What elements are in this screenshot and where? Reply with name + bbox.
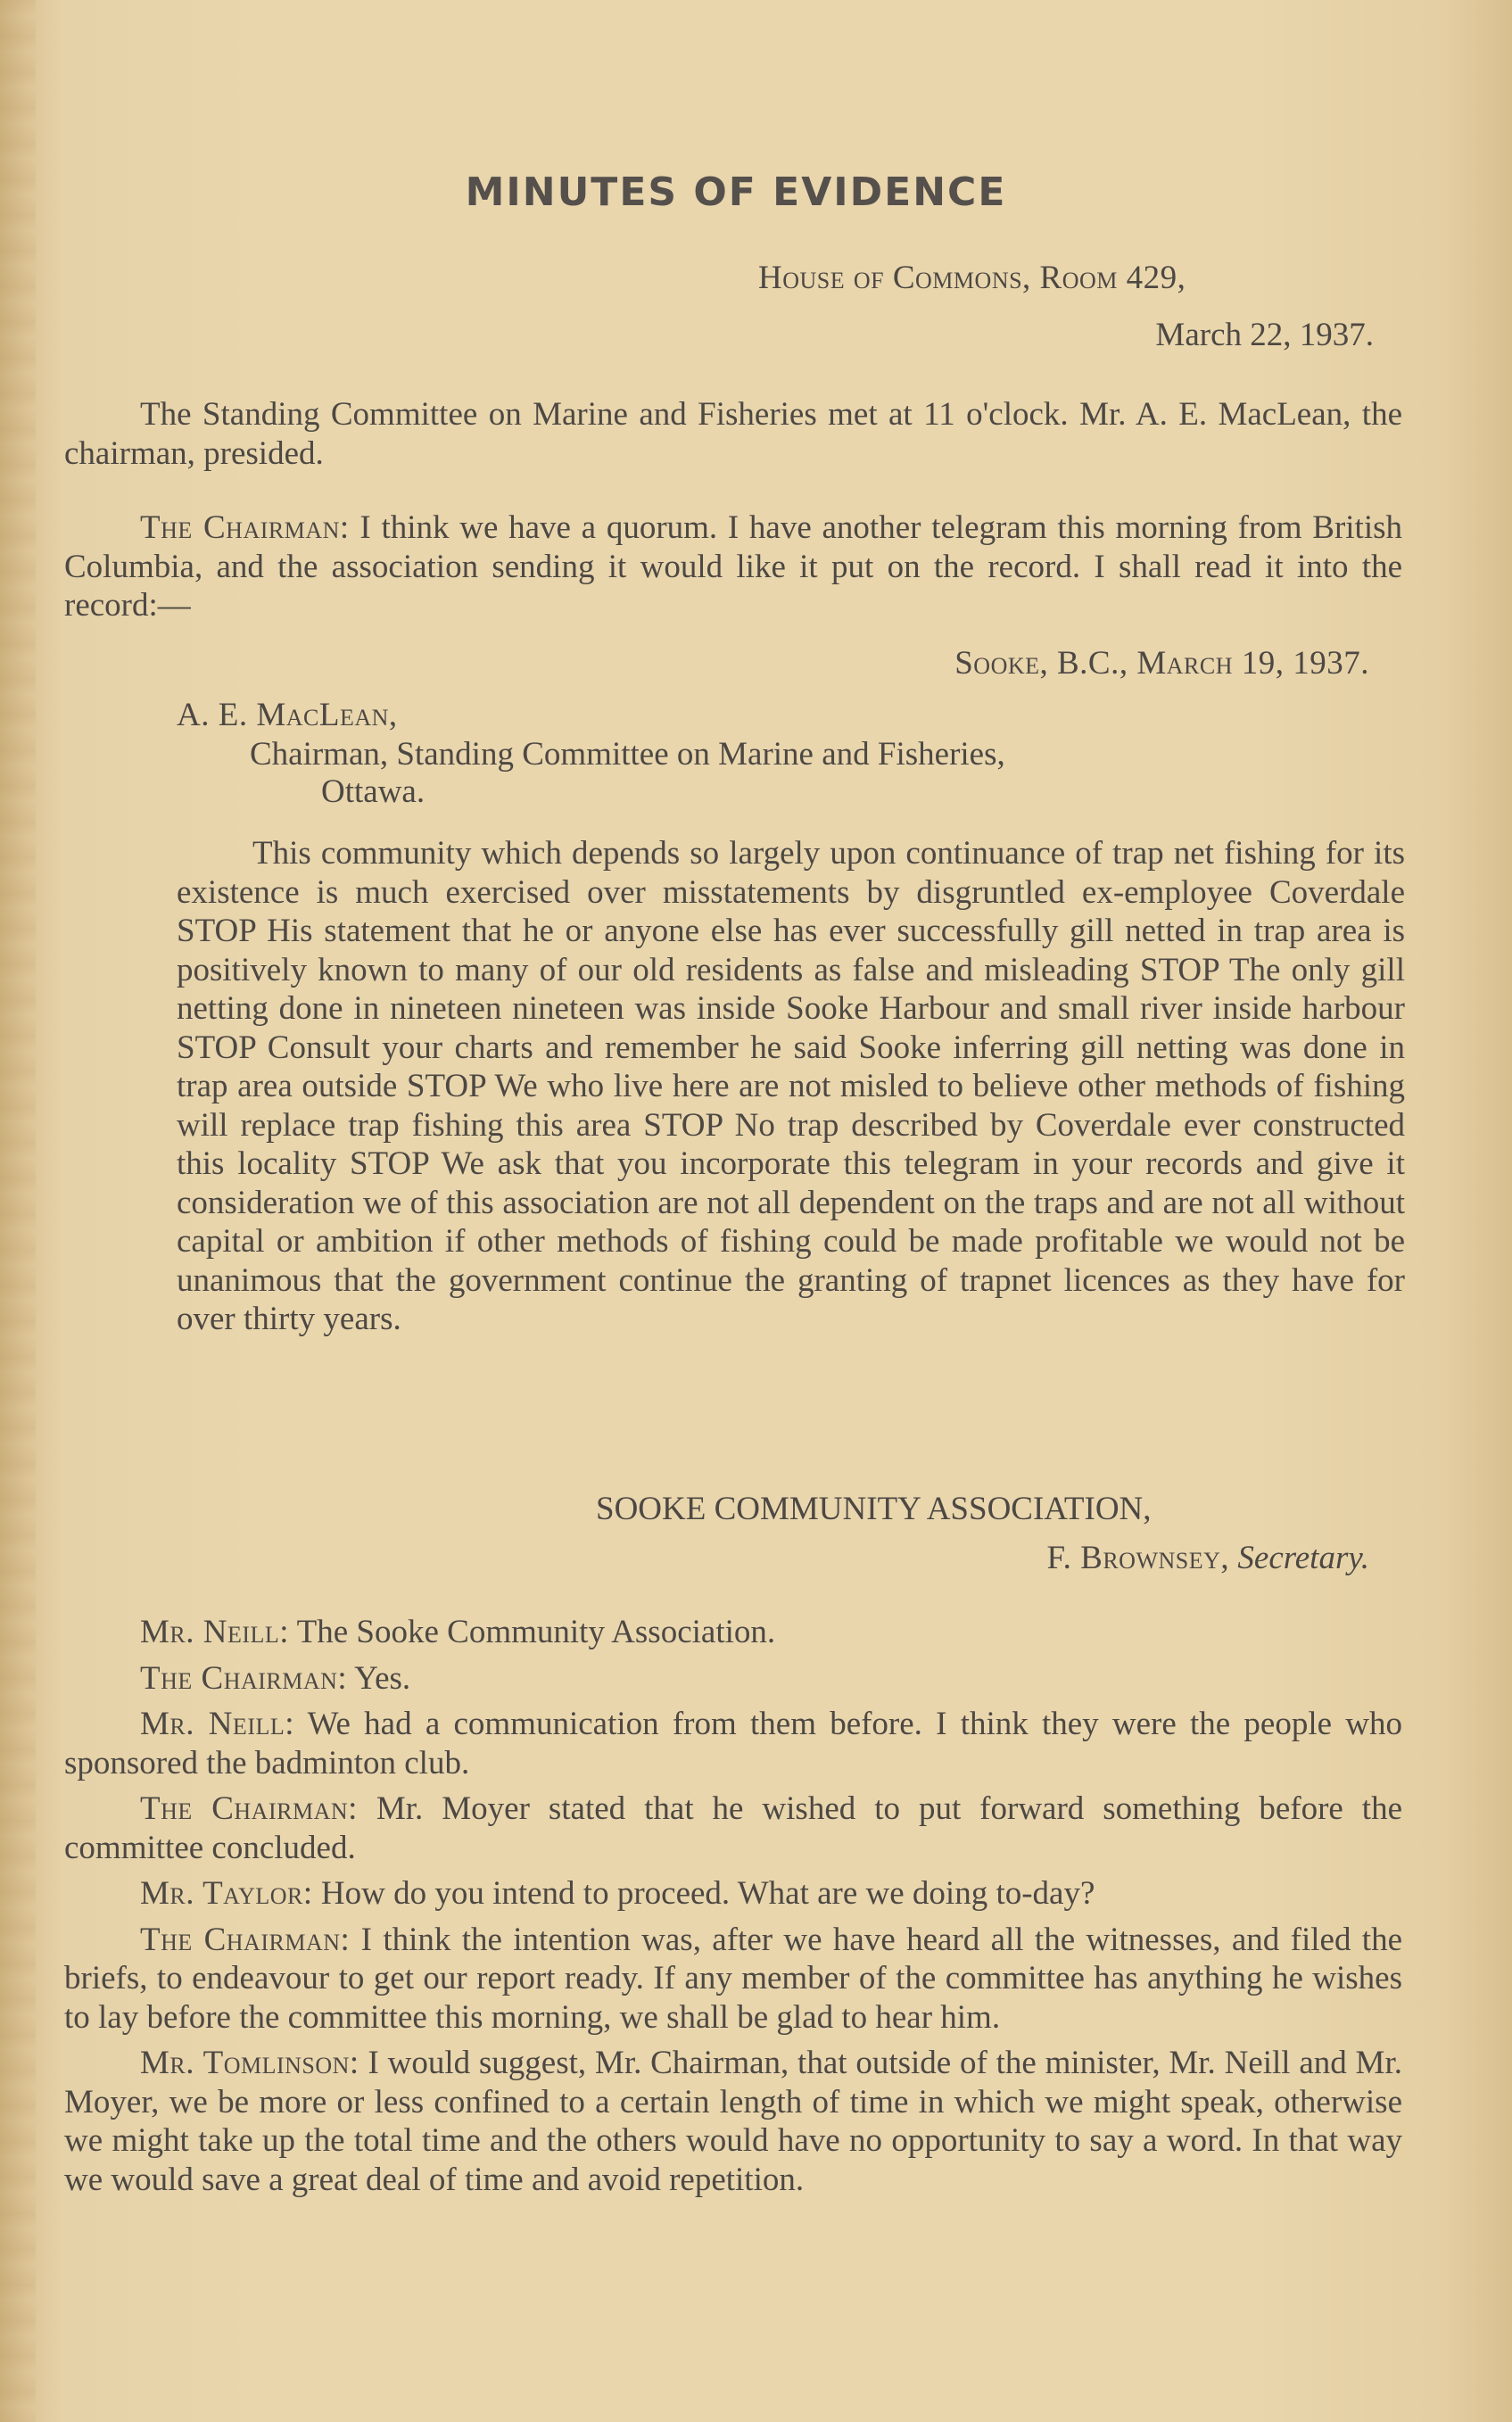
speech-text: The Sooke Community Association. [296, 1614, 776, 1650]
telegram-addressee: A. E. MacLean, [177, 697, 398, 733]
signature-name: F. Brownsey, [1046, 1540, 1230, 1576]
speech-text: I think we have a quorum. I have another telegram this morning from British Columbia, and the association sending it would like it put on the record. I shall read it into the record:— [64, 509, 1402, 624]
telegram-body-text: This community which depends so largely upon continuance of trap net fishing for its existence is much exercised over misstatements by disgruntled ex-employee Coverdale STOP His statement that he or anyone else has ever successfully gill netted in trap area is positively known to many of our old residents as false and misleading STOP The only gill netting done in nineteen nineteen was inside Sooke Harbour and small river inside harbour STOP Consult your charts and remember he said Sooke inferring gill netting was done in trap area outside STOP We who live here are not misled to believe other methods of fishing will replace trap fishing this area STOP No trap described by Coverdale ever constructed this locality STOP We ask that you incorporate this telegram in your records and give it consideration we of this association are not all dependent on the traps and are not all without capital or ambition if other methods of fishing could be made profitable we would not be unanimous that the government continue the granting of trapnet licences as they have for over thirty years. [177, 835, 1405, 1337]
exchange-block [64, 1613, 1402, 2206]
telegram-origin [803, 644, 1369, 683]
meeting-location: House of Commons, Room 429, [758, 260, 1186, 296]
speech-text: I would suggest, Mr. Chairman, that outside of the minister, Mr. Neill and Mr. Moyer, we be more or less confined to a certain length of time in which we might speak, otherwise we might take up the total time and the others would have no opportunity to say a word. In that way we would save a great deal of time and avoid repetition. [64, 2045, 1402, 2198]
page-title: MINUTES OF EVIDENCE [465, 169, 1007, 215]
signature-role: Secretary. [1237, 1540, 1369, 1576]
speaker-label: Mr. Taylor: [140, 1875, 313, 1912]
speaker-label: Mr. Neill: [140, 1706, 295, 1742]
exchange-entry [64, 2044, 1402, 2199]
telegram-body [177, 834, 1405, 1339]
speech-text: How do you intend to proceed. What are we doing to-day? [320, 1875, 1095, 1912]
speaker-label: The Chairman: [140, 509, 350, 546]
exchange-entry [64, 1790, 1402, 1867]
telegram-addressee-city: Ottawa. [321, 773, 426, 810]
telegram-addressee-title: Chairman, Standing Committee on Marine and Fisheries, [250, 736, 1005, 773]
speaker-label: Mr. Neill: [140, 1614, 290, 1650]
exchange-entry [64, 1613, 1402, 1652]
page-edge-stain [0, 0, 36, 2422]
exchange-entry [64, 1874, 1402, 1914]
telegram-origin-text: Sooke, B.C., March 19, 1937. [954, 645, 1369, 682]
intro-paragraph [64, 395, 1402, 473]
speaker-label: The Chairman: [140, 1921, 351, 1958]
speaker-label: Mr. Tomlinson: [140, 2045, 359, 2081]
exchange-entry [64, 1659, 1402, 1699]
exchange-entry [64, 1921, 1402, 2038]
exchange-entry [64, 1705, 1402, 1782]
speech-text: We had a communication from them before. I think they were the people who sponsored the badminton club. [64, 1706, 1402, 1781]
speech-text: I think the intention was, after we have heard all the witnesses, and filed the briefs, to endeavour to get our report ready. If any member of the committee has anything he wishes to lay before the committee this morning, we shall be glad to hear him. [64, 1921, 1403, 2036]
speech-text: Yes. [354, 1659, 411, 1697]
speaker-label: The Chairman: [140, 1659, 348, 1697]
speaker-label: The Chairman: [140, 1790, 358, 1827]
signature-organization: SOOKE COMMUNITY ASSOCIATION, [596, 1491, 1152, 1527]
meeting-date: March 22, 1937. [1155, 317, 1374, 353]
chairman-intro-paragraph [64, 508, 1402, 625]
speech-text: Mr. Moyer stated that he wished to put forward something before the committee concluded. [64, 1790, 1403, 1866]
intro-text: The Standing Committee on Marine and Fisheries met at 11 o'clock. Mr. A. E. MacLean, the chairman, presided. [64, 396, 1402, 472]
signature-line [803, 1539, 1369, 1578]
